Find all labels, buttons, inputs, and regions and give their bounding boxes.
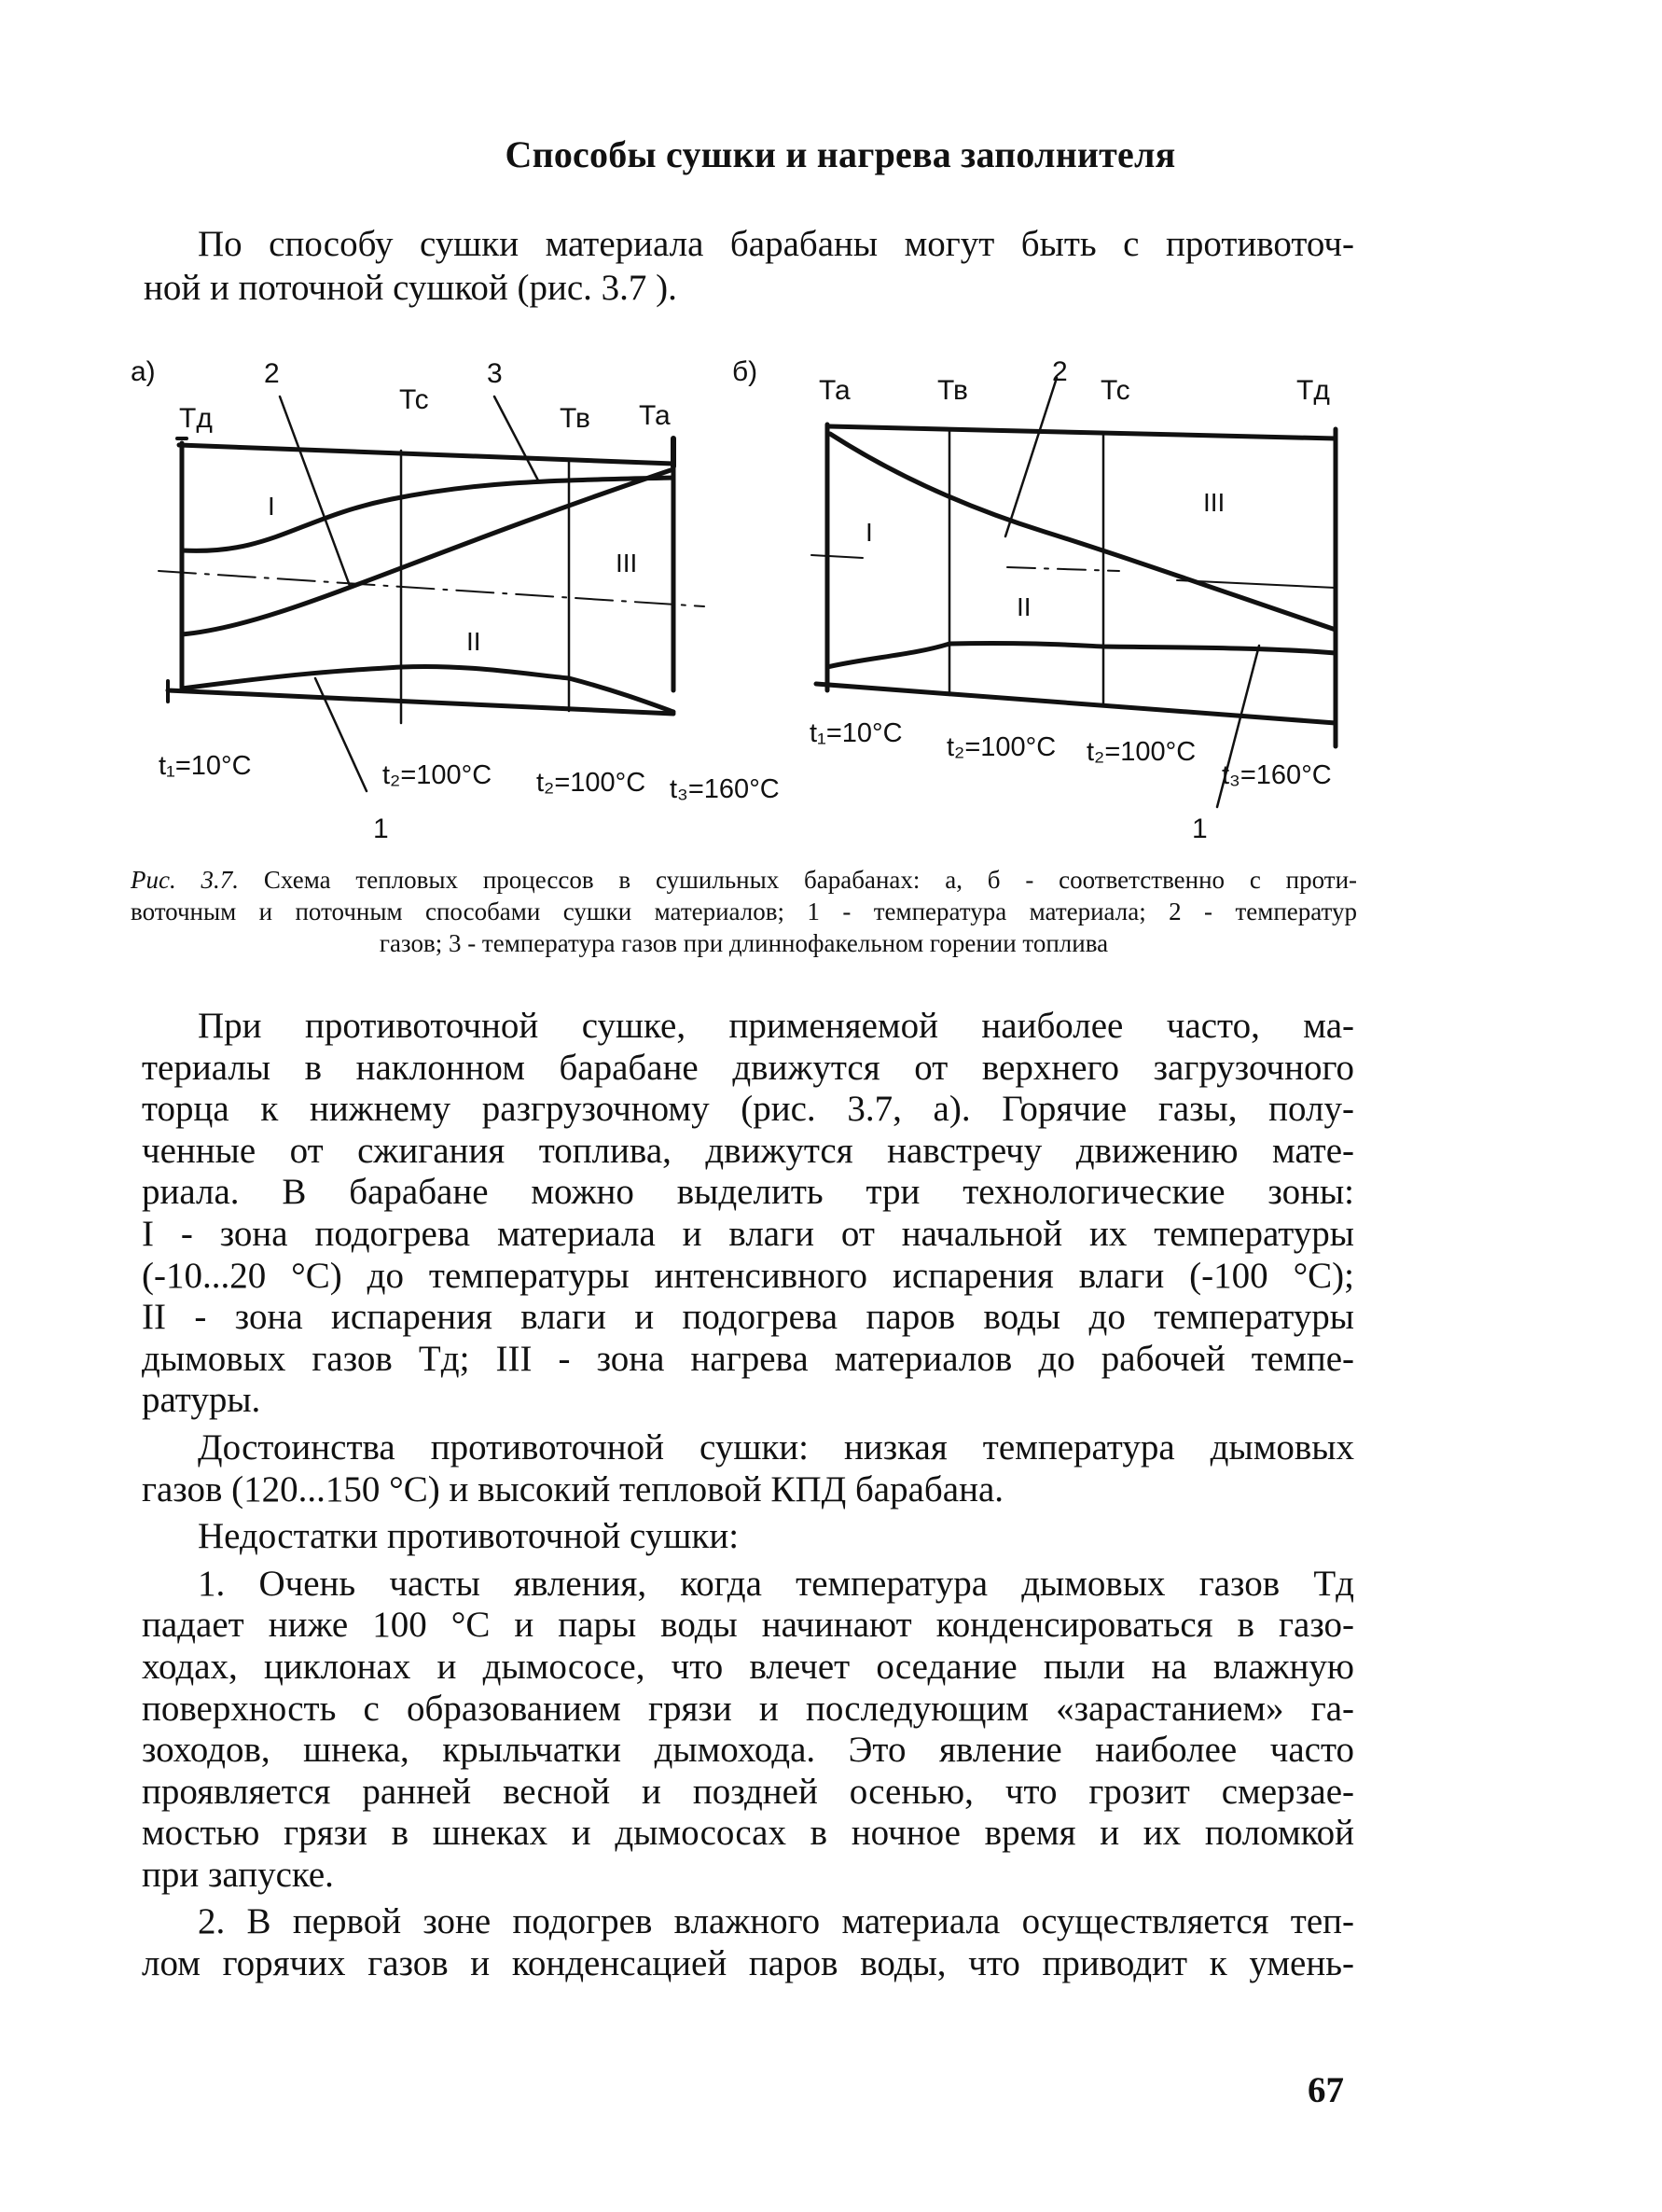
panel-b-temp-tv: Тв xyxy=(937,375,968,406)
body-line: 1. Очень часты явления, когда температура дымовых газов Тд xyxy=(198,1563,1354,1604)
caption-line: газов; 3 - температура газов при длиннофакельном горении топлива xyxy=(379,929,1109,957)
paragraph-item-1 xyxy=(142,1563,1354,1897)
panel-b-temp-td: Тд xyxy=(1296,375,1330,406)
caption-line-text: Схема тепловых процессов в сушильных барабанах: а, б - соответственно с проти- xyxy=(263,866,1358,894)
body-line: падает ниже 100 °С и пары воды начинают конденсироваться в газо- xyxy=(142,1605,1354,1646)
body-line: риала. В барабане можно выделить три технологические зоны: xyxy=(142,1172,1354,1213)
body-line: лом горячих газов и конденсацией паров воды, что приводит к умень- xyxy=(142,1943,1354,1984)
body-line: (-10...20 °С) до температуры интенсивного испарения влаги (-100 °С); xyxy=(142,1255,1354,1296)
panel-a-zone-1: I xyxy=(268,492,275,521)
body-line: При противоточной сушке, применяемой наиболее часто, ма- xyxy=(198,1006,1354,1046)
panel-a-bottom-label-t1: t₁=10°C xyxy=(159,751,252,781)
body-line: II - зона испарения влаги и подогрева паров воды до температуры xyxy=(142,1297,1354,1338)
body-line: I - зона подогрева материала и влаги от начальной их температуры xyxy=(142,1213,1354,1254)
caption-label: Рис. 3.7. xyxy=(131,866,240,894)
body-line: ченные от сжигания топлива, движутся навстречу движению мате- xyxy=(142,1130,1354,1171)
intro-line: ной и поточной сушкой (рис. 3.7 ). xyxy=(144,268,677,308)
body-line: торца к нижнему разгрузочному (рис. 3.7, а). Горячие газы, полу- xyxy=(142,1089,1354,1130)
caption-line xyxy=(131,864,1357,896)
panel-b-bottom-label-t2b: t₂=100°C xyxy=(1087,737,1197,767)
body-line: газов (120...150 °С) и высокий тепловой КПД барабана. xyxy=(142,1468,1004,1509)
panel-b-zone-1: I xyxy=(866,518,873,547)
panel-a-temp-tv: Тв xyxy=(560,403,590,434)
panel-a-temp-ta: Та xyxy=(639,400,671,431)
paragraph-item-2 xyxy=(142,1901,1354,1984)
panel-b-drum xyxy=(811,378,1336,807)
body-text xyxy=(142,1006,1354,1985)
panel-b-temp-ta: Та xyxy=(819,375,851,406)
panel-b-label: б) xyxy=(732,356,758,387)
figure-caption xyxy=(131,864,1357,959)
panel-a-drum xyxy=(159,396,704,791)
body-line: дымовых газов Тд; III - зона нагрева материалов до рабочей темпе- xyxy=(142,1338,1354,1379)
intro-line: По способу сушки материала барабаны могут быть с противоточ- xyxy=(198,224,1354,264)
intro-paragraph xyxy=(144,222,1354,310)
body-line: ходах, циклонах и дымососе, что влечет оседание пыли на влажную xyxy=(142,1646,1354,1687)
paragraph-advantages xyxy=(142,1426,1354,1510)
panel-b-bottom-label-t1: t₁=10°C xyxy=(810,718,903,748)
panel-a-temp-tc: Тс xyxy=(399,384,429,415)
panel-b-bottom-label-t3: t₃=160°C xyxy=(1222,760,1332,790)
page-title: Способы сушки и нагрева заполнителя xyxy=(505,133,1176,175)
panel-a-bottom-label-t2a: t₂=100°C xyxy=(382,760,492,790)
paragraph-disadvantages-heading xyxy=(198,1516,1354,1558)
panel-b-curve-label-2: 2 xyxy=(1052,356,1068,387)
panel-b-bottom-label-t2a: t₂=100°C xyxy=(947,732,1057,762)
paragraph-counterflow xyxy=(142,1006,1354,1422)
panel-b-zone-2: II xyxy=(1017,592,1032,621)
page-number: 67 xyxy=(1308,2070,1344,2110)
caption-line: воточным и поточным способами сушки материалов; 1 - температура материала; 2 - температур xyxy=(131,897,1357,925)
panel-a-temp-td: Тд xyxy=(179,403,213,434)
panel-b-zone-3: III xyxy=(1203,488,1226,517)
panel-a-bottom-label-t2b: t₂=100°C xyxy=(536,768,646,798)
panel-b-temp-tc: Тс xyxy=(1101,375,1130,406)
body-line: ратуры. xyxy=(142,1380,261,1421)
body-line: териалы в наклонном барабане движутся от верхнего загрузочного xyxy=(142,1047,1354,1088)
body-line: мостью грязи в шнеках и дымососах в ночное время и их поломкой xyxy=(142,1813,1354,1854)
body-line: поверхность с образованием грязи и последующим «зарастанием» га- xyxy=(142,1688,1354,1729)
panel-a-bottom-label-t3: t₃=160°C xyxy=(670,774,780,804)
body-line: проявляется ранней весной и поздней осенью, что грозит смерзае- xyxy=(142,1771,1354,1812)
panel-a-curve-label-3: 3 xyxy=(487,358,503,389)
panel-b-curve-label-1: 1 xyxy=(1192,814,1208,844)
body-line: зоходов, шнека, крыльчатки дымохода. Это явление наиболее часто xyxy=(142,1730,1354,1771)
panel-a-zone-3: III xyxy=(616,549,638,577)
panel-a-curve-label-2: 2 xyxy=(264,358,280,389)
panel-a-curve-label-1: 1 xyxy=(373,814,389,844)
panel-a-label: а) xyxy=(131,356,156,387)
body-line: Достоинства противоточной сушки: низкая температура дымовых xyxy=(198,1426,1354,1468)
body-line: при запуске. xyxy=(142,1854,334,1895)
panel-a-zone-2: II xyxy=(466,627,481,656)
body-line: Недостатки противоточной сушки: xyxy=(198,1516,740,1557)
body-line: 2. В первой зоне подогрев влажного материала осуществляется теп- xyxy=(198,1901,1354,1942)
